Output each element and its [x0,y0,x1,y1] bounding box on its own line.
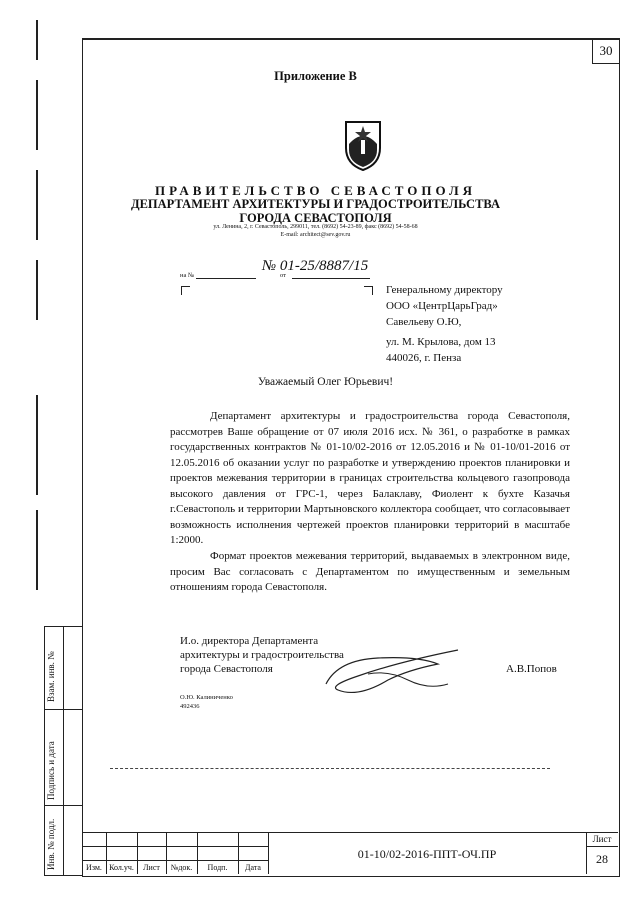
handwritten-signature [318,640,468,705]
executor-phone: 492436 [180,703,200,710]
ref-bracket-left [181,286,190,295]
stamp-col-data: Дата [245,863,261,872]
letterhead-address: ул. Ленина, 2, г. Севастополь, 299011, тел. (8692) 54-23-89, факс (8692) 54-58-68 [213,224,418,230]
signatory-name: А.В.Попов [506,663,557,675]
left-margin-line-5 [36,395,38,495]
stamp-col-kol-uch: Кол.уч. [109,863,134,872]
letterhead-city: ГОРОДА СЕВАСТОПОЛЯ [239,211,392,225]
recipient-line4: ул. М. Крылова, дом 13 [386,336,496,348]
recipient-block [386,282,503,330]
cut-line [110,768,550,769]
sheet-number: 28 [596,852,608,866]
ref-outgoing-number: № 01-25/8887/15 [262,258,369,274]
side-label-podpis-data: Подпись и дата [46,741,56,800]
left-margin-line-2 [36,80,38,150]
recipient-line1: Генеральному директору [386,284,503,296]
side-label-vzam-inv: Взам. инв. № [46,651,56,702]
executor-name: О.Ю. Калиниченко [180,694,233,701]
signatory-title3: города Севастополя [180,663,273,675]
stamp-col-izm: Изм. [86,863,102,872]
ref-bracket-right [364,286,373,295]
stamp-row-line [82,846,268,847]
signatory-title2: архитектуры и градостроительства [180,649,344,661]
letterhead-department: ДЕПАРТАМЕНТ АРХИТЕКТУРЫ И ГРАДОСТРОИТЕЛЬСТВА [130,197,500,211]
sheet-label: Лист [592,834,612,844]
side-label-inv-podl: Инв. № подл. [46,818,56,870]
stamp-row-line-2 [82,860,268,861]
stamp-col-list: Лист [143,863,160,872]
left-margin-line-4 [36,260,38,320]
coat-of-arms-emblem [343,118,383,177]
signatory-title1: И.о. директора Департамента [180,635,319,647]
appendix-title: Приложение В [274,69,357,83]
sheet-label-line [586,846,618,847]
letterhead-government: ПРАВИТЕЛЬСТВО СЕВАСТОПОЛЯ [154,183,477,198]
ref-no-label: на № [180,272,195,279]
recipient-line5: 440026, г. Пенза [386,352,462,364]
recipient-line2: ООО «ЦентрЦарьГрад» [386,300,498,312]
stamp-col-podp: Подп. [207,863,228,872]
salutation: Уважаемый Олег Юрьевич! [257,376,394,388]
paragraph-2: Формат проектов межевания территорий, выдаваемых в электронном виде, просим Вас согласовать с Департаментом по имущественным и земельным отношениям города Севастополя. [170,550,570,593]
stamp-col-ndok: №док. [170,863,193,872]
letterhead-email: E-mail: architect@sev.gov.ru [280,232,351,238]
recipient-address [386,334,496,366]
paragraph-1: Департамент архитектуры и градостроительства города Севастополя, рассмотрев Ваше обращение от 07 июля 2016 исх. № 361, о разработке в рамках государственных контрактов № 01-10/02-2016 от 12.05.2016 и № 01-10/01-2016 от 12.05.2016 об оказании услуг по разработке и утверждению проектов планировки и проектов межевания территории в границах строительства кольцевого газопровода высокого давления от ГРС-1, через Балаклаву, Фиолент к бухте Казачья г.Севастополь и территории Мартыновского коллектора сообщает, что согласовывает возможность исполнения чертежей проектов планировки территорий в масштабе 1:2000. [170,410,570,546]
document-code: 01-10/02-2016-ППТ-ОЧ.ПР [357,847,497,861]
ref-no-underline [196,278,256,279]
ref-ot-label: от [280,272,287,279]
left-margin-line-6 [36,510,38,590]
left-margin-line-1 [36,20,38,60]
ref-ot-underline [292,278,370,279]
recipient-line3: Савельеву О.Ю, [386,316,462,328]
page-number-box: 30 [592,38,620,64]
